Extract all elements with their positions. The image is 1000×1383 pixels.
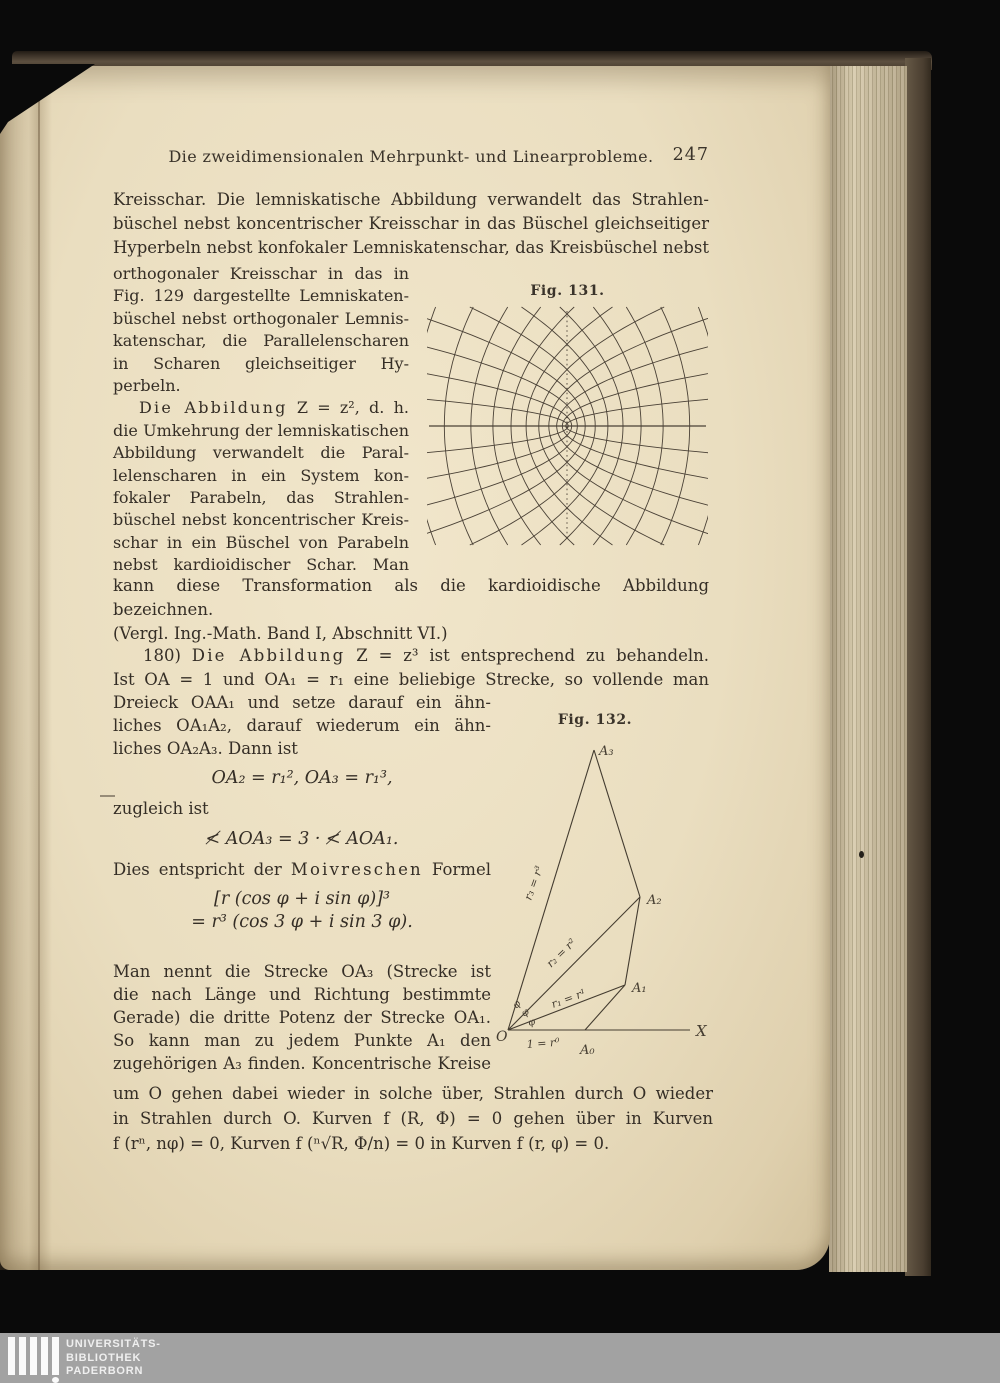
logo-bar xyxy=(41,1337,48,1375)
running-head xyxy=(113,147,709,166)
text-line: um O gehen dabei wieder in solche über, Strahlen durch O wieder xyxy=(113,1084,713,1103)
svg-text:r₃ = r³: r₃ = r³ xyxy=(521,864,546,903)
logo-bar xyxy=(19,1337,26,1375)
emphasized-text: Die Abbildung xyxy=(139,398,288,418)
library-name-line: UNIVERSITÄTS- xyxy=(66,1338,161,1350)
text-line: kann diese Transformation als die kardioidische Abbildung bezeichnen. xyxy=(113,576,709,620)
text-line: schar in ein Büschel von Parabeln xyxy=(113,532,409,552)
text-run: Z = z³ ist entsprechend zu behandeln. xyxy=(345,646,709,665)
page-gutter-shadow xyxy=(0,66,52,1270)
book-cover-right-edge xyxy=(905,58,931,1276)
page-gutter-crease xyxy=(38,66,40,1270)
emphasized-text: Moivreschen xyxy=(290,860,423,879)
column-beside-fig131 xyxy=(113,263,409,577)
display-formula: ≮ AOA₃ = 3 · ≮ AOA₁. xyxy=(205,829,399,849)
library-watermark-band xyxy=(0,1333,1000,1383)
text-line: perbeln. xyxy=(113,376,181,396)
text-line: Abbildung verwandelt die Paral- xyxy=(113,443,409,463)
text-line: (Vergl. Ing.-Math. Band I, Abschnitt VI.) xyxy=(113,624,448,644)
paragraph-180 xyxy=(113,644,709,692)
svg-text:r₁ = r¹: r₁ = r¹ xyxy=(549,986,588,1011)
column-beside-fig132 xyxy=(113,691,491,1075)
text-line: f (rⁿ, nφ) = 0, Kurven f (ⁿ√R, Φ/n) = 0 in Kurven f (r, φ) = 0. xyxy=(113,1134,610,1153)
svg-text:X: X xyxy=(696,1022,707,1040)
text-line: die nach Länge und Richtung bestimmte xyxy=(113,985,491,1004)
logo-bar xyxy=(30,1337,37,1375)
text-run: Formel xyxy=(422,860,491,879)
text-line: in Strahlen durch O. Kurven f (R, Φ) = 0 gehen über in Kurven xyxy=(113,1109,713,1128)
display-formula: = r³ (cos 3 φ + i sin 3 φ). xyxy=(191,912,413,932)
svg-text:A₁: A₁ xyxy=(632,981,647,996)
display-formula: OA₂ = r₁², OA₃ = r₁³, xyxy=(211,768,393,788)
paragraph-2 xyxy=(113,574,709,647)
text-line: katenschar, die Parallelenscharen xyxy=(113,331,409,351)
display-formula: [r (cos φ + i sin φ)]³ xyxy=(214,889,390,909)
text-line: Hyperbeln nebst konfokaler Lemniskatenschar, das Kreisbüschel nebst xyxy=(113,238,709,258)
svg-text:A₃: A₃ xyxy=(599,744,614,759)
ink-speck xyxy=(859,851,864,858)
svg-text:A₀: A₀ xyxy=(580,1043,595,1058)
book-page-stack-fore-edge xyxy=(829,66,907,1272)
text-line: die Umkehrung der lemniskatischen xyxy=(113,420,409,440)
text-line: büschel nebst orthogonaler Lemnis- xyxy=(113,308,409,328)
text-run: Z = z², d. h. xyxy=(287,398,409,418)
svg-text:φ: φ xyxy=(510,998,524,1011)
paragraph-4 xyxy=(113,1081,713,1156)
text-line xyxy=(113,644,709,668)
svg-text:φ: φ xyxy=(526,1016,537,1029)
page-number: 247 xyxy=(672,145,709,165)
svg-text:O: O xyxy=(496,1029,508,1045)
library-name xyxy=(66,1338,161,1379)
text-run: Dies entspricht der xyxy=(113,860,291,879)
page-title: Die zweidimensionalen Mehrpunkt- und Linearprobleme. xyxy=(168,147,654,166)
text-line: fokaler Parabeln, das Strahlen- xyxy=(113,488,409,508)
text-line: Fig. 129 dargestellte Lemniskaten- xyxy=(113,286,409,306)
fig132 xyxy=(495,715,755,1070)
text-line: nebst kardioidischer Schar. Man xyxy=(113,555,409,575)
fig132-caption: Fig. 132. xyxy=(557,712,633,728)
svg-text:1 = r⁰: 1 = r⁰ xyxy=(526,1035,561,1051)
text-line: Ist OA = 1 und OA₁ = r₁ eine beliebige Strecke, so vollende man xyxy=(113,670,709,690)
logo-bar xyxy=(52,1337,59,1375)
fig131-parabola-net-plot xyxy=(425,302,710,548)
text-line xyxy=(113,858,491,881)
fig131 xyxy=(425,302,710,548)
library-name-line: PADERBORN xyxy=(66,1365,144,1377)
emphasized-text: Die Abbildung xyxy=(191,646,346,665)
logo-bar xyxy=(8,1337,15,1375)
logo-dot xyxy=(52,1377,59,1383)
text-line: liches OA₂A₃. Dann ist xyxy=(113,739,298,758)
text-line: zugleich ist xyxy=(113,799,209,818)
text-line: So kann man zu jedem Punkte A₁ den xyxy=(113,1031,491,1050)
text-line: Kreisschar. Die lemniskatische Abbildung verwandelt das Strahlen- xyxy=(113,190,709,209)
svg-text:r₂ = r²: r₂ = r² xyxy=(544,936,579,971)
fig131-caption: Fig. 131. xyxy=(530,283,605,299)
svg-text:φ: φ xyxy=(519,1006,532,1020)
text-line: Man nennt die Strecke OA₃ (Strecke ist xyxy=(113,962,491,981)
svg-text:A₂: A₂ xyxy=(647,893,662,908)
text-line: büschel nebst koncentrischer Kreis- xyxy=(113,510,409,530)
library-name-line: BIBLIOTHEK xyxy=(66,1351,142,1364)
text-line: zugehörigen A₃ finden. Koncentrische Kreise xyxy=(113,1054,491,1073)
text-run: 180) xyxy=(143,646,192,665)
text-line: Dreieck OAA₁ und setze darauf ein ähn- xyxy=(113,693,491,712)
text-line: in Scharen gleichseitiger Hy- xyxy=(113,353,409,373)
paragraph-1 xyxy=(113,188,709,261)
text-line xyxy=(113,397,409,419)
text-line: orthogonaler Kreisschar in das in xyxy=(113,264,409,283)
text-line: liches OA₁A₂, darauf wiederum ein ähn- xyxy=(113,716,491,735)
text-line: lelenscharen in ein System kon- xyxy=(113,465,409,485)
fig132-geometry-diagram xyxy=(495,715,755,1070)
text-line: Gerade) die dritte Potenz der Strecke OA₁. xyxy=(113,1008,491,1027)
text-line: büschel nebst koncentrischer Kreisschar in das Büschel gleichseitiger xyxy=(113,214,709,234)
